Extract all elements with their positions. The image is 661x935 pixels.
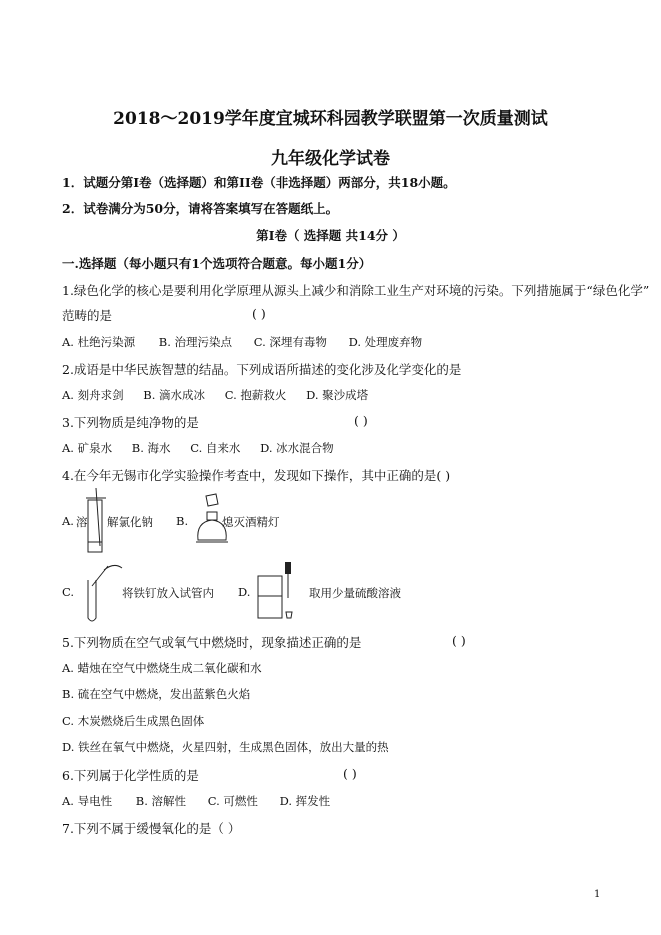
question-3-answer-paren: ( ) [354,413,368,428]
question-4-stem: 4.在今年无锡市化学实验操作考查中，发现如下操作，其中正确的是( ) [62,468,451,483]
test-tube-nail-figure [78,560,128,626]
question-6-answer-paren: ( ) [343,766,357,781]
option-b: B. 溶解性 [135,794,187,808]
page-number: 1 [594,889,601,900]
option-c: C. 自来水 [190,441,241,455]
question-5-option-a: A. 蜡烛在空气中燃烧生成二氧化碳和水 [62,661,262,675]
question-4-option-c-label: C. [62,585,75,599]
question-4-option-a-text-1: 溶 [76,515,88,529]
question-5-option-d: D. 铁丝在氧气中燃烧，火星四射，生成黑色固体，放出大量的热 [62,740,389,754]
exam-title: 2018～2019学年度宜城环科园教学联盟第一次质量测试 [113,109,548,129]
question-1-options [62,334,422,350]
option-a: A. 刻舟求剑 [62,388,124,402]
option-b: B. 治理污染点 [158,335,233,349]
option-d: D. 处理废弃物 [348,335,423,349]
section-title: 第Ⅰ卷（ 选择题 共14分 ） [256,228,405,243]
question-4-option-b-label: B. [176,514,189,528]
question-6-stem: 6.下列属于化学性质的是 [62,768,199,783]
question-5-stem: 5.下列物质在空气或氧气中燃烧时，现象描述正确的是 [62,635,362,650]
question-1-stem-line2: 范畴的是 [62,308,113,323]
option-b: B. 滴水成冰 [143,388,206,402]
instruction-note-2: 2．试卷满分为50分，请将答案填写在答题纸上。 [62,201,339,216]
question-6-options [62,793,330,809]
option-b: B. 海水 [131,441,171,455]
option-d: D. 挥发性 [279,794,331,808]
dropper-bottle-figure [252,560,304,626]
question-3-stem: 3.下列物质是纯净物的是 [62,415,199,430]
option-a: A. 杜绝污染源 [62,335,136,349]
question-7-stem: 7.下列不属于缓慢氧化的是（ ） [62,821,241,836]
question-4-option-a-label: A. [62,514,74,528]
question-2-options [62,387,368,403]
question-5-option-c: C. 木炭燃烧后生成黑色固体 [62,714,205,728]
question-4-option-c-text: 将铁钉放入试管内 [122,586,214,600]
option-a: A. 导电性 [62,794,113,808]
question-1-stem-line1: 1.绿色化学的核心是要利用化学原理从源头上减少和消除工业生产对环境的污染。下列措施属于“绿色化学” [62,283,650,298]
question-4-option-a-text-2: 解氯化钠 [107,515,153,529]
exam-subtitle: 九年级化学试卷 [271,149,390,169]
question-5-option-b: B. 硫在空气中燃烧，发出蓝紫色火焰 [62,687,251,701]
question-1-answer-paren: ( ) [252,306,266,321]
option-c: C. 深埋有毒物 [253,335,327,349]
option-c: C. 可燃性 [207,794,258,808]
instruction-note-1: 1．试题分第Ⅰ卷（选择题）和第II卷（非选择题）两部分，共18小题。 [62,175,456,190]
question-3-options [62,440,334,456]
option-d: D. 聚沙成塔 [306,388,369,402]
option-c: C. 抱薪救火 [224,388,287,402]
question-4-option-d-label: D. [238,585,251,599]
question-4-option-d-text: 取用少量硫酸溶液 [309,586,401,600]
question-5-answer-paren: ( ) [452,633,466,648]
option-a: A. 矿泉水 [62,441,113,455]
question-2-stem: 2.成语是中华民族智慧的结晶。下列成语所描述的变化涉及化学变化的是 [62,362,462,377]
option-d: D. 冰水混合物 [260,441,334,455]
part-title: 一.选择题（每小题只有1个选项符合题意。每小题1分） [62,256,372,271]
question-4-option-b-text: 熄灭酒精灯 [222,515,280,529]
